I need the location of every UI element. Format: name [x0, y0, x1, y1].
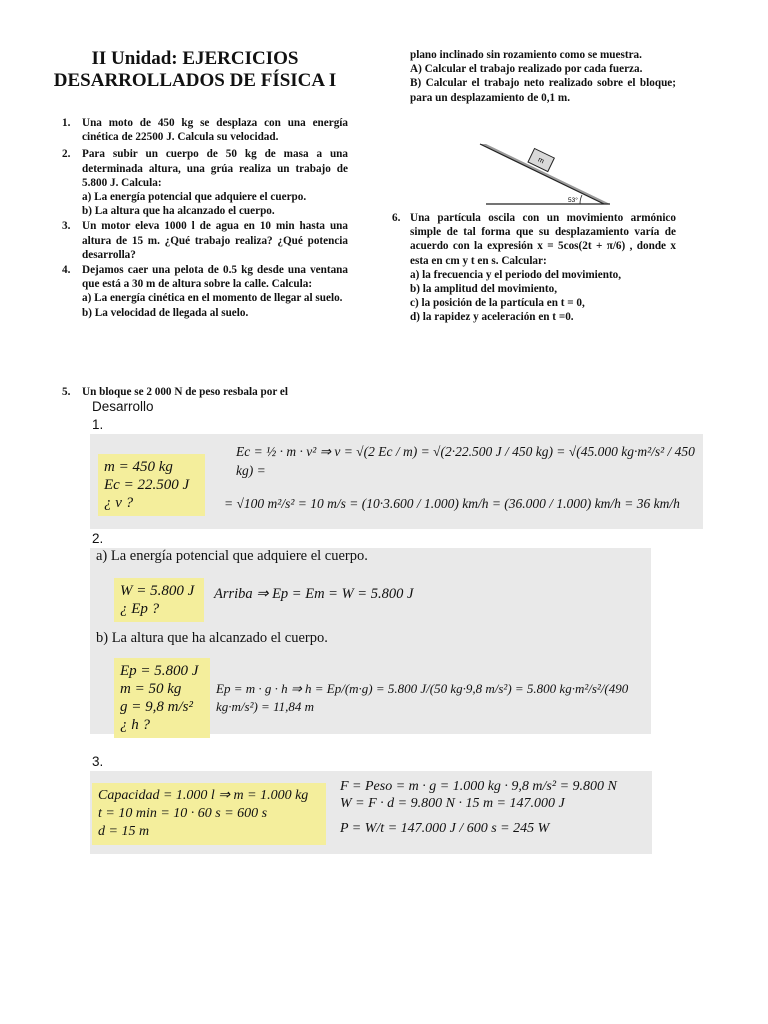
solution-3-panel	[90, 771, 652, 854]
part-a-heading: a) La energía potencial que adquiere el cuerpo.	[96, 548, 368, 564]
question-sub-item: b) La altura que ha alcanzado el cuerpo.	[82, 205, 275, 218]
solution-number-1: 1.	[92, 417, 104, 432]
question-3: 3. Un motor eleva 1000 l de agua en 10 min hasta una altura de 15 m. ¿Qué trabajo realiza? ¿Qué potencia desarrolla?	[62, 220, 348, 261]
question-1: 1. Una moto de 450 kg se desplaza con una energía cinética de 22500 J. Calcula su velocidad.	[62, 117, 348, 144]
formula-line-1: Ec = ½ · m · v² ⇒ v = √(2 Ec / m) = √(2·22.500 J / 450 kg) = √(45.000 kg·m²/s² / 450 kg) =	[236, 444, 695, 478]
given-data-box: W = 5.800 J ¿ Ep ?	[114, 578, 204, 622]
question-text: Un motor eleva 1000 l de agua en 10 min hasta una altura de 15 m. ¿Qué trabajo realiza? ¿Qué potencia desarrolla?	[82, 220, 348, 261]
solution-1-panel	[90, 434, 703, 529]
formula-line-3: P = W/t = 147.000 J / 600 s = 245 W	[340, 821, 550, 836]
formula-line-2: = √100 m²/s² = 10 m/s = (10·3.600 / 1.000) km/h = (36.000 / 1.000) km/h = 36 km/h	[224, 496, 680, 511]
question-part-a: A) Calcular el trabajo realizado por cada fuerza.	[410, 63, 643, 76]
question-sub-item: a) La energía potencial que adquiere el cuerpo.	[82, 191, 307, 204]
question-2: 2. Para subir un cuerpo de 50 kg de masa a una determinada altura, una grúa realiza un trabajo de 5.800 J. Calcula: a) La energía potencial que adquiere el cuerpo. b) La altura que ha alcanzado el cuerpo.	[62, 148, 348, 218]
angle-label: 53°	[568, 197, 578, 204]
page-title	[40, 48, 350, 92]
formula-line-2: W = F · d = 9.800 N · 15 m = 147.000 J	[340, 796, 565, 811]
question-4: 4. Dejamos caer una pelota de 0.5 kg desde una ventana que está a 30 m de altura sobre la calle. Calcula: a) La energía cinética en el momento de llegar al suelo. b) La velocidad de llegada al suelo.	[62, 264, 348, 319]
question-sub-item: c) la posición de la partícula en t = 0,	[410, 297, 585, 310]
question-list	[62, 116, 348, 321]
solution-2-panel	[90, 548, 651, 734]
given-data-box: Capacidad = 1.000 l ⇒ m = 1.000 kg t = 10 min = 10 · 60 s = 600 s d = 15 m	[92, 783, 326, 845]
section-heading-desarrollo: Desarrollo	[92, 399, 154, 414]
given-data-box: Ep = 5.800 J m = 50 kg g = 9,8 m/s² ¿ h ?	[114, 658, 210, 738]
question-6: 6. Una partícula oscila con un movimiento armónico simple de tal forma que su desplazamiento varía de acuerdo con la expresión x = 5cos(2t + π/6) , donde x esta en cm y t en s. Calcular: a) la frecuencia y el periodo del movimiento, b) la amplitud del movimiento, c) la posición de la partícula en t = 0, d) la rapidez y aceleración en t =0.	[392, 212, 676, 324]
question-part-b: B) Calcular el trabajo neto realizado sobre el bloque; para un desplazamiento de 0,1 m.	[410, 77, 676, 104]
title-line-1: II Unidad: EJERCICIOS	[91, 48, 299, 69]
question-sub-item: b) La velocidad de llegada al suelo.	[82, 306, 249, 319]
question-sub-item: a) la frecuencia y el periodo del movimiento,	[410, 268, 622, 281]
question-text: Un bloque se 2 000 N de peso resbala por el	[82, 386, 288, 398]
question-text: Dejamos caer una pelota de 0.5 kg desde una ventana que está a 30 m de altura sobre la calle. Calcula:	[82, 264, 348, 291]
question-sub-item: a) La energía cinética en el momento de llegar al suelo.	[82, 292, 343, 305]
given-data-box: m = 450 kg Ec = 22.500 J ¿ v ?	[98, 454, 205, 516]
result-a: Arriba ⇒ Ep = Em = W = 5.800 J	[214, 586, 414, 602]
angle-arc	[580, 195, 582, 204]
question-sub-item: d) la rapidez y aceleración en t =0.	[410, 311, 574, 324]
title-line-2: DESARROLLADOS DE FÍSICA I	[53, 70, 337, 91]
solution-number-2: 2.	[92, 531, 104, 546]
question-text: Para subir un cuerpo de 50 kg de masa a una determinada altura, una grúa realiza un trabajo de 5.800 J. Calcula:	[82, 148, 348, 189]
question-sub-item: b) la amplitud del movimiento,	[410, 283, 557, 296]
result-b: Ep = m · g · h ⇒ h = Ep/(m·g) = 5.800 J/(50 kg·9,8 m/s²) = 5.800 kg·m²/s²/(490 kg·m/s²) = 11,84 m	[216, 681, 629, 714]
incline-diagram	[476, 140, 614, 206]
question-text: Una moto de 450 kg se desplaza con una energía cinética de 22500 J. Calcula su velocidad.	[82, 117, 348, 144]
solution-number-3: 3.	[92, 754, 104, 769]
question-text: plano inclinado sin rozamiento como se muestra.	[410, 49, 642, 61]
formula-line-1: F = Peso = m · g = 1.000 kg · 9,8 m/s² = 9.800 N	[340, 779, 617, 794]
part-b-heading: b) La altura que ha alcanzado el cuerpo.	[96, 630, 328, 646]
question-5-continued	[410, 48, 676, 105]
block-label: m	[536, 156, 545, 166]
question-5: 5. Un bloque se 2 000 N de peso resbala por el	[62, 386, 288, 398]
question-text: Una partícula oscila con un movimiento armónico simple de tal forma que su desplazamiento varía de acuerdo con la expresión x = 5cos(2t + π/6) , donde x esta en cm y t en s. Calcular:	[410, 212, 676, 267]
